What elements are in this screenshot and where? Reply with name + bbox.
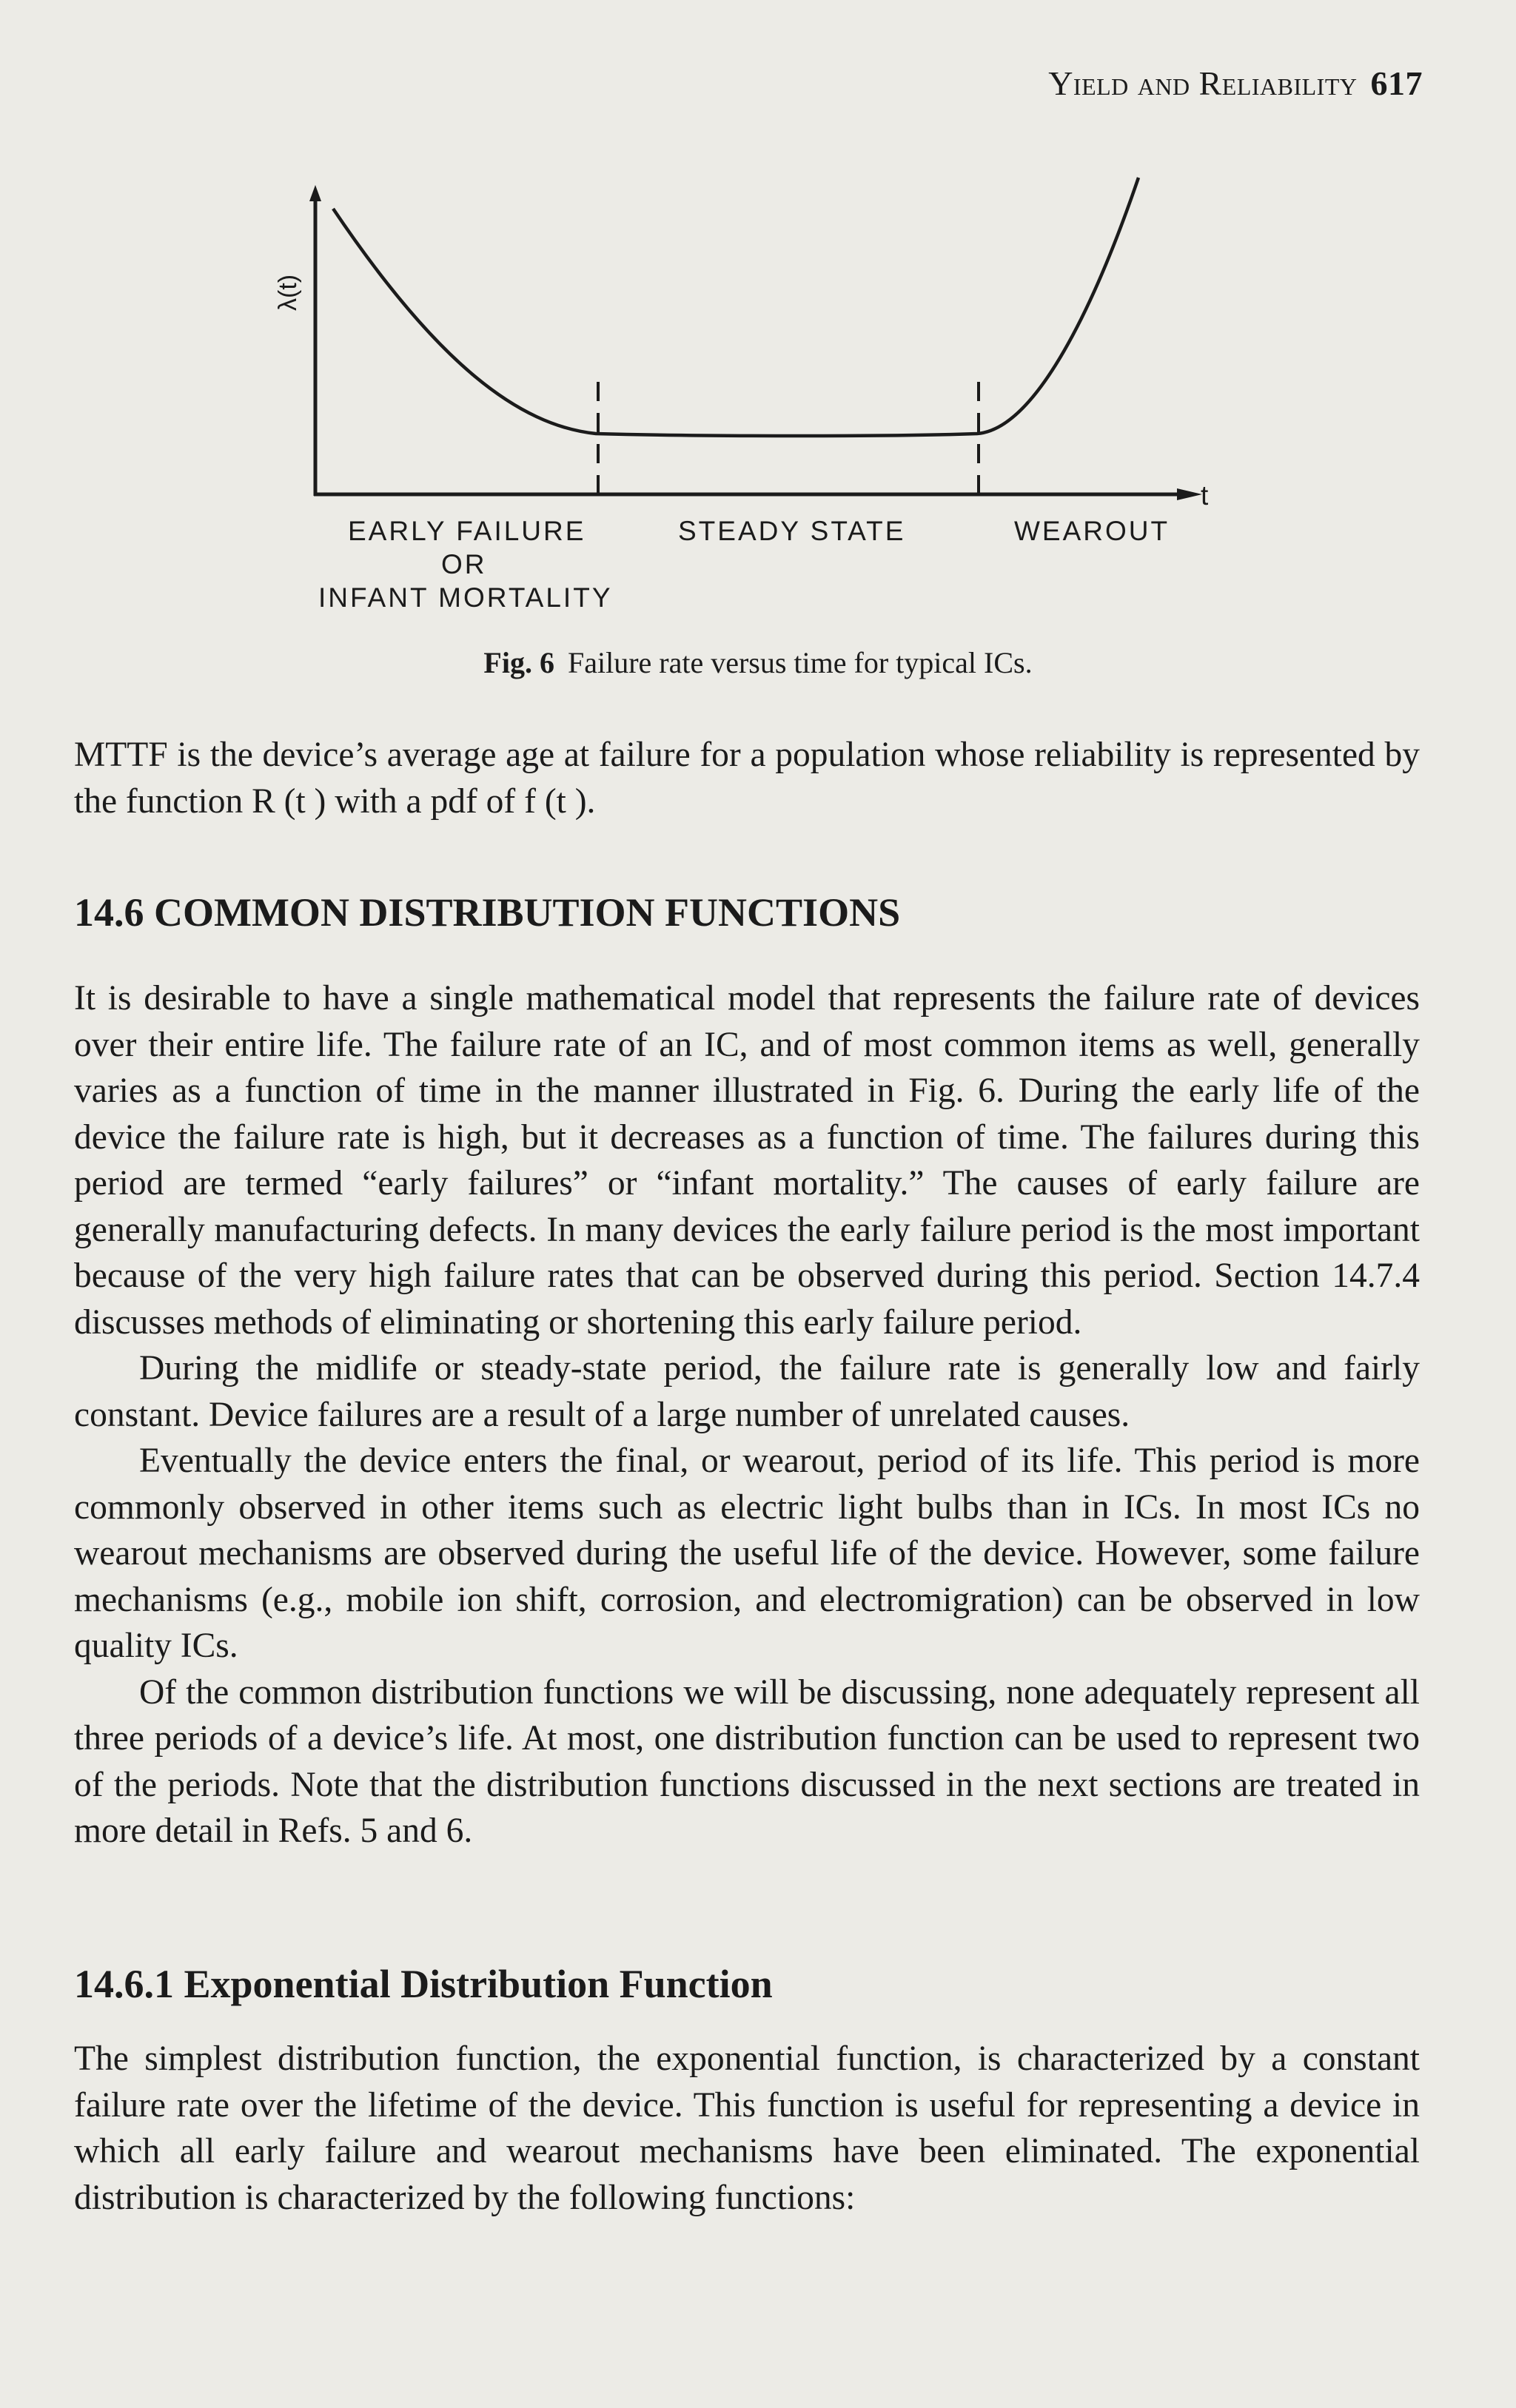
paragraph: It is desirable to have a single mathematical model that represents the failure rate of devices over their entire life. The failure rate of an IC, and of most common items as well, generally varies as a function of time in the manner illustrated in Fig. 6. During the early life of the device the failure rate is high, but it decreases as a function of time. The failures during this period are termed “early failures” or “infant mortality.” The causes of early failure are generally manufacturing defects. In many devices the early failure period is the most important because of the very high failure rates that can be observed during this period. Section 14.7.4 discusses methods of eliminating or shortening this early failure period. (74, 979, 1420, 1342)
caption-number: Fig. 6 (483, 646, 554, 679)
running-head-title: Yield and Reliability (1048, 64, 1358, 102)
section-heading-14-6-1: 14.6.1 Exponential Distribution Function (74, 1962, 773, 2006)
section-14-6-1-body (74, 2036, 1420, 2221)
failure-rate-curve (333, 178, 1138, 436)
paragraph: The simplest distribution function, the exponential function, is characterized by a constant failure rate over the lifetime of the device. This function is useful for representing a device in which all early failure and wearout mechanisms have been eliminated. The exponential distribution is characterized by the following functions: (74, 2039, 1420, 2217)
label-wearout: WEAROUT (1014, 516, 1170, 546)
label-early-failure: EARLY FAILURE (348, 516, 586, 546)
bathtub-curve-diagram (266, 170, 1229, 644)
intro-paragraph (74, 732, 1420, 824)
figure-caption (0, 645, 1516, 680)
paragraph: Of the common distribution functions we will be discussing, none adequately represent all three periods of a device’s life. At most, one distribution function can be used to represent two of the periods. Note that the distribution functions discussed in the next sections are treated in more detail in Refs. 5 and 6. (74, 1672, 1420, 1850)
running-head (1048, 64, 1423, 103)
label-infant-mortality: INFANT MORTALITY (318, 582, 613, 613)
section-heading-14-6: 14.6 COMMON DISTRIBUTION FUNCTIONS (74, 890, 901, 935)
paragraph: MTTF is the device’s average age at failure for a population whose reliability is represented by the function R (t ) with a pdf of f (t ). (74, 736, 1420, 821)
paragraph: During the midlife or steady-state period, the failure rate is generally low and fairly constant. Device failures are a result of a large number of unrelated causes. (74, 1349, 1420, 1434)
section-14-6-body (74, 975, 1420, 1854)
x-axis-label: t (1201, 480, 1209, 511)
page-number: 617 (1370, 64, 1423, 102)
x-axis-arrow (1177, 488, 1202, 500)
y-axis-label: λ(t) (274, 274, 302, 311)
figure-6 (266, 170, 1229, 644)
y-axis-arrow (309, 185, 321, 201)
label-steady-state: STEADY STATE (678, 516, 906, 546)
caption-text: Failure rate versus time for typical ICs. (567, 646, 1033, 679)
label-or: OR (441, 549, 487, 579)
paragraph: Eventually the device enters the final, or wearout, period of its life. This period is more commonly observed in other items such as electric light bulbs than in ICs. In most ICs no wearout mechanisms are observed during the useful life of the device. However, some failure mechanisms (e.g., mobile ion shift, corrosion, and electromigration) can be observed in low quality ICs. (74, 1442, 1420, 1665)
